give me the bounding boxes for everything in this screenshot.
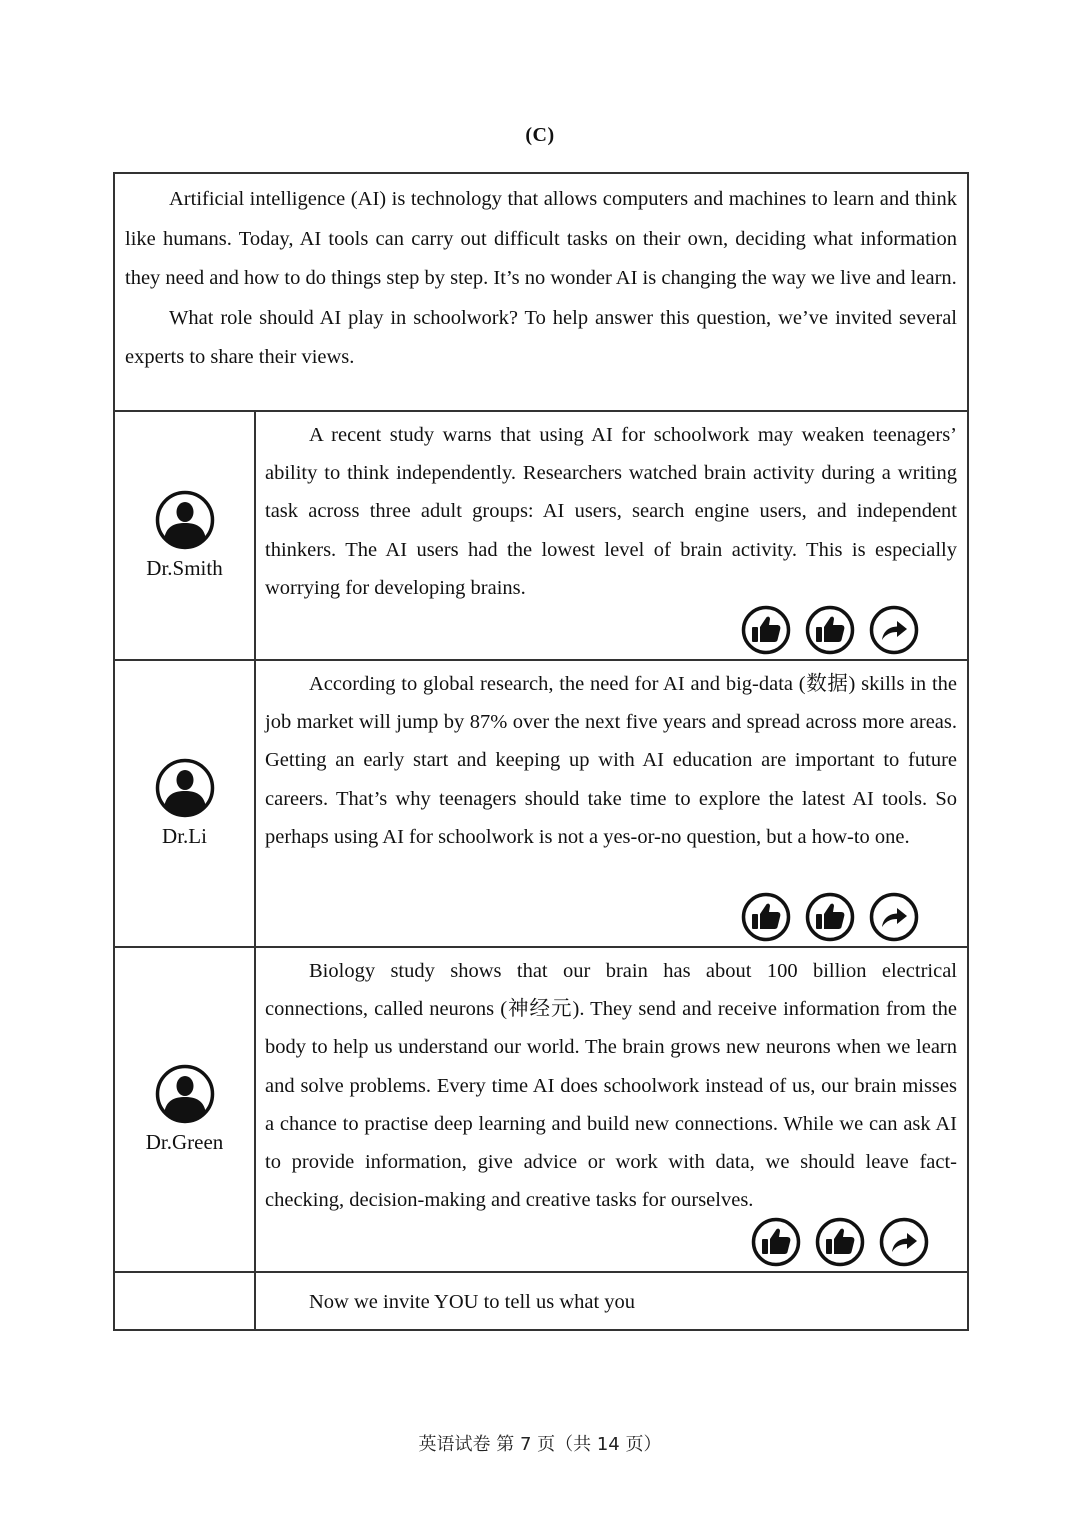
thumbs-up-icon[interactable]: [741, 605, 791, 655]
thumbs-up-icon[interactable]: [815, 1217, 865, 1267]
share-icon[interactable]: [869, 892, 919, 942]
intro-paragraph: What role should AI play in schoolwork? To help answer this question, we’ve invited several experts to share their views.: [125, 306, 957, 368]
expert-row-smith: [115, 412, 967, 661]
expert-opinion: [256, 948, 967, 1271]
thumbs-up-icon[interactable]: [805, 605, 855, 655]
expert-opinion: [256, 412, 967, 659]
reaction-bar: [741, 605, 919, 655]
intro-paragraph: Artificial intelligence (AI) is technology that allows computers and machines to learn and think like humans. Today, AI tools can carry out difficult tasks on their own, deciding what information they need and how to do things step by step. It’s no wonder AI is changing the way we live and learn.: [125, 188, 957, 289]
expert-row-li: [115, 661, 967, 948]
expert-name: Dr.Li: [162, 824, 207, 848]
section-label: (C): [525, 124, 555, 146]
user-avatar-icon: [155, 1064, 215, 1124]
intro-section: [115, 174, 967, 412]
page-footer: 英语试卷 第 7 页（共 14 页）: [418, 1434, 662, 1455]
opinion-text: A recent study warns that using AI for schoolwork may weaken teenagers’ ability to think independently. Researchers watched brain activity during a writing task across three adult groups: AI users, search engine users, and independent thinkers. The AI users had the lowest level of brain activity. This is especially worrying for developing brains.: [265, 424, 957, 599]
opinion-text: Biology study shows that our brain has about 100 billion electrical connections, called neurons (神经元). They send and receive information from the body to help us understand our world. The brain grows new neurons when we learn and solve problems. Every time AI does schoolwork instead of us, our brain misses a chance to practise deep learning and build new connections. While we can ask AI to provide information, give advice or work with data, we should leave fact-checking, decision-making and creative tasks for ourselves.: [265, 960, 957, 1212]
expert-profile: [115, 948, 256, 1271]
share-icon[interactable]: [869, 605, 919, 655]
share-icon[interactable]: [879, 1217, 929, 1267]
expert-row-green: [115, 948, 967, 1273]
expert-opinion: [256, 661, 967, 946]
user-avatar-icon: [155, 490, 215, 550]
expert-profile: [115, 412, 256, 659]
expert-name: Dr.Green: [145, 1130, 224, 1154]
thumbs-up-icon[interactable]: [751, 1217, 801, 1267]
reaction-bar: [751, 1217, 929, 1267]
invite-row: [115, 1273, 967, 1329]
user-avatar-icon: [155, 758, 215, 818]
passage-table: [113, 172, 969, 1331]
expert-profile: [115, 661, 256, 946]
invite-text: Now we invite YOU to tell us what you: [309, 1291, 636, 1313]
thumbs-up-icon[interactable]: [741, 892, 791, 942]
invite-empty-cell: [115, 1273, 256, 1329]
opinion-text: According to global research, the need for AI and big-data (数据) skills in the job market will jump by 87% over the next five years and spread across more areas. Getting an early start and keeping up with AI education are important to future careers. That’s why teenagers should take time to explore the latest AI tools. So perhaps using AI for schoolwork is not a yes-or-no question, but a how-to one.: [265, 673, 957, 848]
expert-name: Dr.Smith: [146, 556, 223, 580]
thumbs-up-icon[interactable]: [805, 892, 855, 942]
reaction-bar: [741, 892, 919, 942]
